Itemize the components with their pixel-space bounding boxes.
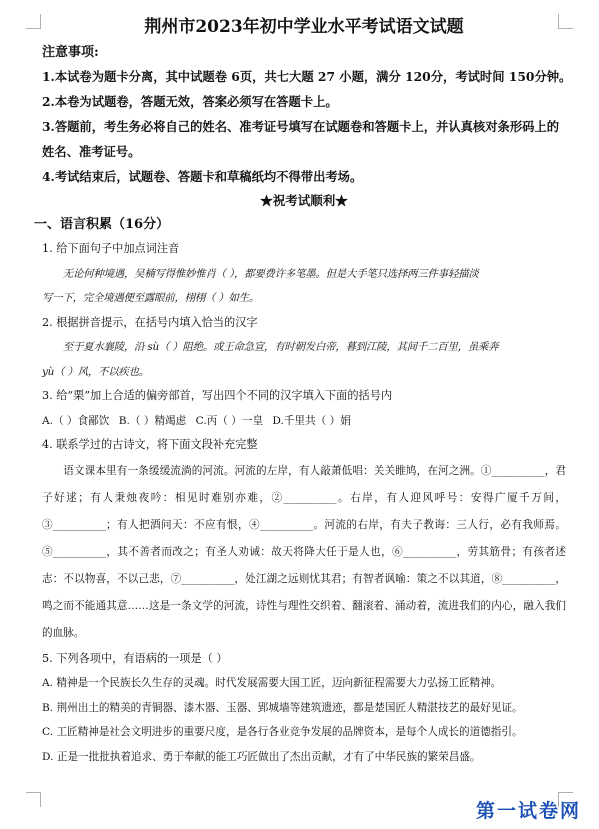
note-item-2: 2.本卷为试题卷，答题无效，答案必须写在答题卡上。 (42, 94, 338, 109)
question-3-option-d: D.千里共（ ）娟 (272, 414, 351, 427)
exam-title: 荆州市2023年初中学业水平考试语文试题 (144, 17, 464, 37)
question-1-line-1: 无论何种境遇，吴楠写得惟妙惟肖（ ），都要费许多笔墨。但是大手笔只选择两三件事轻描淡 (62, 267, 479, 280)
crop-mark-top-left (26, 14, 41, 29)
question-5-option-b: B. 荆州出土的精美的青铜器、漆木器、玉器、郢城墙等建筑遗迹，都是楚国匠人精湛技艺的最好见证。 (42, 701, 523, 714)
question-1-stem: 1. 给下面句子中加点词注音 (42, 242, 180, 255)
question-4-passage: 语文课本里有一条缓缓流淌的河流。河流的左岸，有人敲萧低唱：关关睢鸠，在河之洲。①__________，君子好逑；有人秉烛夜吟：相见时难别亦难，②__________。右岸，有人迎风呼号：安得广厦千万间，③__________；有人把酒问天：不应有恨，④__________。河流的右岸，有夫子教诲：三人行，必有我师焉。⑤__________，其不善者而改之；有圣人劝诫：故天将降大任于是人也，⑥__________，劳其筋骨；有孩者述志：不以物喜，不以己悲，⑦__________，处江湖之远则忧其君；有智者讽喻：策之不以其道，⑧__________，鸣之而不能通其意……这是一条文学的河流，诗性与理性交织着、翻滚着、涌动着，流进我们的内心，融入我们的血脉。 (42, 464, 566, 639)
good-luck-line: ★祝考试顺利★ (260, 193, 348, 208)
crop-mark-bottom-left (26, 792, 41, 807)
site-watermark: 第一试卷网 (475, 800, 581, 822)
question-5-option-c: C. 工匠精神是社会文明进步的重要尺度，是各行各业竞争发展的品牌资本，是每个人成长的道德指引。 (42, 726, 523, 738)
question-5-option-d: D. 正是一批批执着追求、勇于奉献的能工巧匠做出了杰出贡献，才有了中华民族的繁荣昌盛。 (42, 750, 481, 763)
question-4-stem: 4. 联系学过的古诗文，将下面文段补充完整 (42, 438, 258, 451)
question-5-stem: 5. 下列各项中，有语病的一项是（ ） (42, 651, 228, 665)
question-3-options (42, 409, 566, 434)
note-item-3: 3.答题前，考生务必将自己的姓名、准考证号填写在试题卷和答题卡上，并认真核对条形码上的姓名、准考证号。 (42, 119, 560, 159)
question-1-line-2: 写一下，完全境遇便至露眼前，栩栩（ ）如生。 (42, 292, 260, 304)
question-3-option-b: B.（ ）精竭虑 (118, 414, 187, 427)
question-2-stem: 2. 根据拼音提示，在括号内填入恰当的汉字 (42, 315, 258, 329)
note-item-4: 4.考试结束后，试题卷、答题卡和草稿纸均不得带出考场。 (42, 169, 363, 184)
notes-heading: 注意事项: (42, 45, 99, 60)
question-2-line-2: yù（ ）风，不以疾也。 (42, 365, 149, 378)
question-3-option-a: A.（ ）食鄙饮 (42, 414, 110, 427)
note-item-1: 1.本试卷为题卡分离，其中试题卷 6页，共七大题 27 小题，满分 120分，考试时间 150分钟。 (42, 69, 572, 84)
question-3-option-c: C.丙（ ）一皇 (195, 414, 264, 427)
question-2-line-1: 至于夏水襄陵，沿 sù（ ）阻绝。或王命急宣，有时朝发白帝，暮到江陵，其间千二百里，虽乘奔 (62, 341, 499, 353)
exam-page (34, 14, 572, 769)
section-heading-1: 一、语言积累（16分） (34, 217, 170, 232)
question-3-stem: 3. 给“栗”加上合适的偏旁部首，写出四个不同的汉字填入下面的括号内 (42, 389, 393, 402)
question-5-option-a: A. 精神是一个民族长久生存的灵魂。时代发展需要大国工匠，迈向新征程需要大力弘扬工匠精神。 (42, 677, 502, 689)
